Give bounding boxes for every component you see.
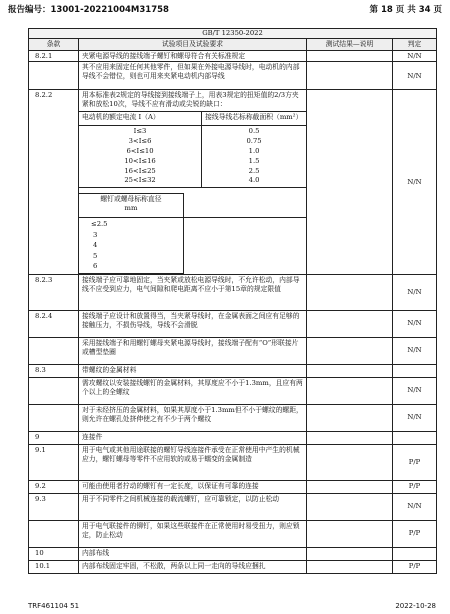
clause-cell: 9.2 (29, 480, 79, 493)
requirement-cell: 接线端子应可靠地固定，当夹紧或放松电源导线时，不允许松动，内部导线不应受到应力，电气间隙和爬电距离不应小于第15章的规定限值 (79, 274, 307, 310)
requirement-cell: 连接件 (79, 431, 307, 444)
verdict-cell: N/N (393, 404, 437, 431)
current-value: I≤3 (133, 127, 147, 136)
result-cell (307, 444, 393, 480)
verdict-cell: N/N (393, 62, 437, 90)
result-cell (307, 493, 393, 520)
table-row (29, 493, 437, 520)
current-value: 25<I≤32 (124, 176, 156, 185)
current-value: 3<I≤6 (128, 136, 152, 145)
screw-table-head (79, 194, 183, 218)
table-row (29, 274, 437, 310)
clause-cell (29, 404, 79, 431)
screw-table-empty (183, 218, 306, 274)
table-row (29, 310, 437, 337)
table-row (29, 560, 437, 573)
current-value: 6<I≤10 (126, 146, 154, 155)
verdict-cell: N/N (393, 337, 437, 364)
wire-table-current-values (79, 126, 202, 188)
requirement-cell: 用于不同零件之间机械连接的载流螺钉，应可靠锁定，以防止松动 (79, 493, 307, 520)
screw-value: 6 (93, 262, 98, 271)
table-row (29, 480, 437, 493)
verdict-cell: N/N (393, 90, 437, 274)
result-cell (307, 50, 393, 62)
col-header-result: 测试结果—说明 (307, 38, 393, 50)
verdict-cell: N/N (393, 50, 437, 62)
clause-cell (29, 377, 79, 404)
requirement-cell (79, 90, 307, 274)
col-header-clause: 条款 (29, 38, 79, 50)
verdict-cell: P/P (393, 520, 437, 547)
form-code: TRF461104 51 (28, 602, 80, 610)
clause-cell (29, 520, 79, 547)
col-header-requirement: 试验项目及试验要求 (79, 38, 307, 50)
table-row (29, 431, 437, 444)
requirement-cell: 对于未经挤压的金属材料，如果其厚度小于1.3mm但不小于螺纹的螺距，则允许在螺孔处挤伸使之有不少于两个螺纹 (79, 404, 307, 431)
requirement-cell: 采用接线端子和用螺钉螺母夹紧电源导线时，接线端子配有“O”形联接片或槽型垫圈 (79, 337, 307, 364)
clause-cell: 8.2.1 (29, 50, 79, 62)
requirement-cell: 可能由使用者拧动的螺钉有一定长度，以保证有可靠的连接 (79, 480, 307, 493)
requirement-cell: 内部布线 (79, 547, 307, 560)
wire-size-table (79, 111, 306, 188)
table-row (29, 520, 437, 547)
result-cell (307, 520, 393, 547)
clause-cell: 8.2.3 (29, 274, 79, 310)
screw-value: 4 (93, 241, 98, 250)
result-cell (307, 274, 393, 310)
result-cell (307, 90, 393, 274)
result-cell (307, 480, 393, 493)
requirement-cell: 其不应用来固定任何其他零件，但如果在外接电源导线时，电动机的内部导线不会错位，则也可用来夹紧电动机内部导线 (79, 62, 307, 90)
wire-table-area-values (202, 126, 306, 188)
clause-cell: 10 (29, 547, 79, 560)
result-cell (307, 377, 393, 404)
verdict-cell (393, 547, 437, 560)
page-header (8, 3, 442, 15)
table-row (29, 50, 437, 62)
standard-title: GB/T 12350-2022 (29, 29, 437, 39)
clause-cell: 8.3 (29, 364, 79, 377)
result-cell (307, 547, 393, 560)
requirement-cell: 接线端子应设计和放置得当，当夹紧导线时，在金属表面之间应有足够的接触压力，不损伤导线，导线不会滑脱 (79, 310, 307, 337)
area-value: 1.5 (248, 156, 260, 165)
result-cell (307, 404, 393, 431)
screw-size-table (79, 193, 306, 274)
current-value: 10<I≤16 (124, 156, 156, 165)
result-cell (307, 431, 393, 444)
verdict-cell: P/P (393, 444, 437, 480)
area-value: 2.5 (248, 166, 260, 175)
result-cell (307, 62, 393, 90)
clause-cell: 9 (29, 431, 79, 444)
table-row (29, 377, 437, 404)
clause-cell: 9.3 (29, 493, 79, 520)
requirement-cell: 需攻螺纹以安装接线螺钉的金属材料，其厚度应不小于1.3mm，且应有两个以上的全螺纹 (79, 377, 307, 404)
clause-cell (29, 337, 79, 364)
page-number: 第 18 页 共 34 页 (369, 5, 442, 15)
screw-table-empty (183, 194, 306, 218)
verdict-cell: N/N (393, 377, 437, 404)
wire-table-head-area: 接线导线芯标称截面积（mm²） (202, 112, 306, 126)
verdict-cell: P/P (393, 480, 437, 493)
table-row (29, 337, 437, 364)
area-value: 0.75 (246, 136, 262, 145)
requirement-cell: 夹紧电源导线的接线端子螺钉和螺母符合有关标准规定 (79, 50, 307, 62)
screw-value: 3 (93, 230, 98, 239)
area-value: 0.5 (248, 127, 260, 136)
screw-value: ≤2.5 (91, 220, 108, 229)
requirement-cell: 带螺纹的金属材料 (79, 364, 307, 377)
report-number: 报告编号：13001-2022100​4M31758 (8, 5, 169, 15)
result-cell (307, 337, 393, 364)
result-cell (307, 310, 393, 337)
screw-table-values (79, 218, 183, 274)
current-value: 16<I≤25 (124, 166, 156, 175)
verdict-cell: N/N (393, 274, 437, 310)
result-cell (307, 364, 393, 377)
screw-value: 5 (93, 251, 98, 260)
clause-cell: 10.1 (29, 560, 79, 573)
table-row (29, 404, 437, 431)
verdict-cell: N/N (393, 493, 437, 520)
wire-table-head-current: 电动机的额定电流 I（A） (79, 112, 202, 126)
clause-cell: 9.1 (29, 444, 79, 480)
area-value: 4.0 (248, 176, 260, 185)
col-header-verdict: 判定 (393, 38, 437, 50)
verdict-cell: N/N (393, 310, 437, 337)
table-row (29, 62, 437, 90)
verdict-cell: P/P (393, 560, 437, 573)
screw-head-label: 螺钉或螺母标称直径 (100, 195, 162, 204)
area-value: 1.0 (248, 146, 260, 155)
verdict-cell (393, 364, 437, 377)
clause-cell: 8.2.4 (29, 310, 79, 337)
requirement-cell: 用于电气联接件的铆钉，如果这些联接件在正常使用时易受扭力，则应锁定，防止松动 (79, 520, 307, 547)
table-row (29, 444, 437, 480)
form-date: 2022-10-28 (395, 602, 436, 610)
table-row (29, 90, 437, 274)
clause-cell (29, 62, 79, 90)
table-row (29, 547, 437, 560)
screw-head-unit: mm (124, 204, 138, 213)
verdict-cell (393, 431, 437, 444)
requirement-cell: 内部布线固定牢固，不松散，两条以上同一走向的导线应捆扎 (79, 560, 307, 573)
result-cell (307, 560, 393, 573)
requirement-cell: 用于电气或其他用途联接的螺钉导线连接件承受在正常使用中产生的机械应力，螺钉螺母等零件不应用软的或易于蠕变的金属制造 (79, 444, 307, 480)
clause-cell: 8.2.2 (29, 90, 79, 274)
table-row (29, 364, 437, 377)
test-report-table (28, 28, 437, 574)
requirement-text: 用本标准表2规定的导线接到接线端子上，用表3规定的扭矩值的2/3方夹紧和放松10次，导线不应有滑动或尖锐的缺口： (82, 91, 299, 109)
